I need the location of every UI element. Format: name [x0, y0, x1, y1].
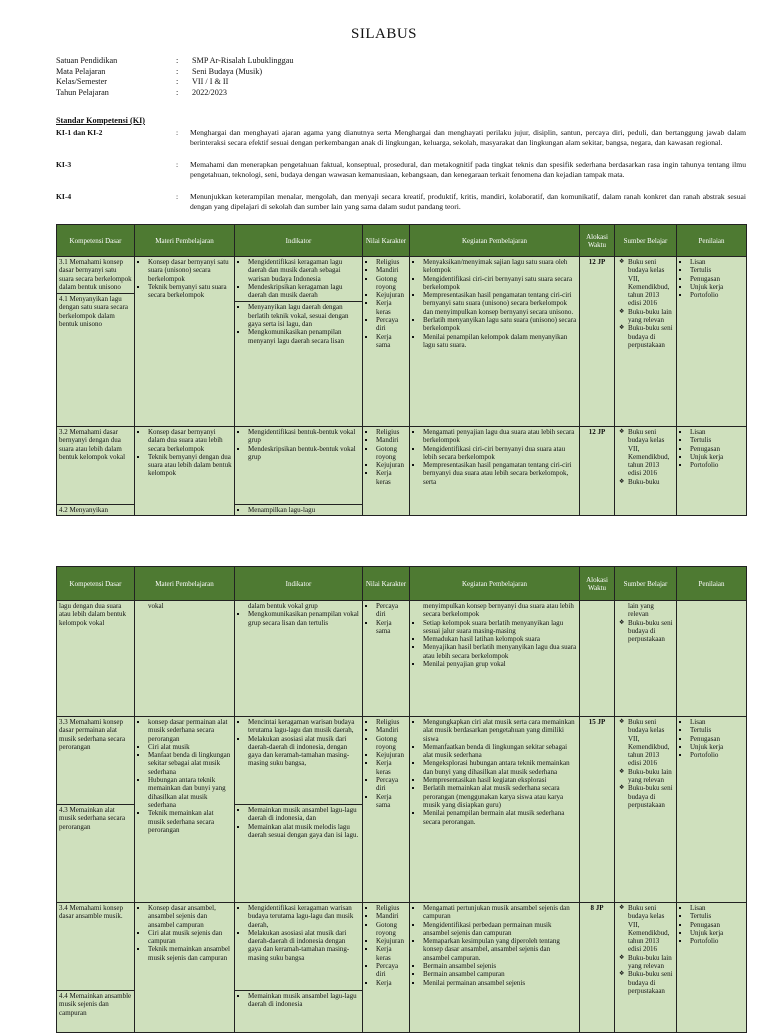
kegiatan-cell [410, 427, 580, 516]
list-item: ▪ Memadukan hasil latihan kelompok suara [423, 635, 577, 643]
materi-continued: vokal [148, 602, 164, 610]
list-item: ▪ Berlatih menyanyikan lagu satu suara (unisono) secara berkelompok [423, 316, 577, 333]
meta-value: VII / I & II [192, 77, 229, 87]
list-item: ❖ Buku seni budaya kelas VII, Kemendikbud, tahun 2013 edisi 2016 [628, 718, 674, 768]
list-item: ▪ Menilai penyajian grup vokal [423, 660, 577, 668]
list-item: ▪ Menilai permainan ansambel sejenis [423, 979, 577, 987]
penilaian-list [679, 904, 744, 945]
penilaian-cell [677, 601, 747, 717]
kegiatan-list [412, 904, 577, 987]
sumber-cell [615, 427, 677, 516]
header-kegiatan: Kegiatan Pembelajaran [410, 225, 580, 257]
list-item: ▪ Konsep dasar bernyanyi satu suara (unisono) secara berkelompok [148, 258, 232, 283]
divider [235, 504, 362, 505]
materi-cell [135, 717, 235, 903]
alokasi-cell: 8 JP [580, 903, 615, 1033]
penilaian-cell [677, 427, 747, 516]
ki-3-row [56, 160, 746, 179]
list-item: ▪ Melakukan asosiasi alat musik dari daerah-daerah di indonesia, dengan gaya dan keramah-tamahan masing-masing suku bangsa, [248, 735, 360, 768]
nilai-list [365, 258, 407, 349]
divider [57, 293, 134, 294]
materi-list [137, 258, 232, 299]
meta-value: SMP Ar-Risalah Lubuklinggau [192, 56, 294, 65]
list-item: ▪ Kerja sama [376, 619, 407, 636]
materi-cell [135, 601, 235, 717]
list-item: ▪ Menyanyikan lagu daerah dengan berlatih teknik vokal, sesuai dengan gaya serta isi lagu, dan [248, 303, 360, 328]
list-item: ▪ Kerja keras [376, 759, 407, 776]
sumber-cell [615, 257, 677, 427]
list-item: ▪ Unjuk kerja [690, 929, 744, 937]
alokasi-cell [580, 601, 615, 717]
header-kd: Kompetensi Dasar [57, 567, 135, 601]
list-item: ▪ Tertulis [690, 436, 744, 444]
meta-value: 2022/2023 [192, 87, 228, 97]
penilaian-cell [677, 903, 747, 1033]
list-item: ▪ Gotong royong [376, 735, 407, 752]
list-item: ❖ Buku-buku seni budaya di perpustakaan [628, 784, 674, 809]
header-nilai: Nilai Karakter [363, 225, 410, 257]
list-item: ▪ Kerja keras [376, 945, 407, 962]
syllabus-table-2 [56, 566, 747, 1033]
kd-4: 4.4 Memainkan ansamble musik sejenis dan campuran [59, 992, 132, 1017]
list-item: ❖ Buku-buku lain yang relevan [628, 954, 674, 971]
list-item: ▪ Memainkan musik ansambel lagu-lagu daerah di indonesia [248, 992, 360, 1009]
meta-colon: : [176, 56, 179, 65]
list-item: ▪ Mengamati penyajian lagu dua suara atau lebih secara berkelompok [423, 428, 577, 445]
list-item: ▪ Mengamati pertunjukan musik ansambel sejenis dan campuran [423, 904, 577, 921]
kd-cell [57, 717, 135, 903]
penilaian-list [679, 258, 744, 299]
indikator-list [237, 718, 360, 768]
list-item: ❖ Buku-buku seni budaya di perpustakaan [628, 619, 674, 644]
list-item: ▪ Menilai penampilan bermain alat musik sederhana secara perorangan. [423, 809, 577, 826]
identity-block [56, 56, 293, 98]
indikator-cell [235, 601, 363, 717]
meta-colon: : [176, 77, 179, 87]
list-item: ▪ Portofolio [690, 937, 744, 945]
indikator-top [237, 718, 360, 802]
ki-1-2-row [56, 128, 746, 147]
ki-colon: : [176, 128, 179, 137]
table-row [57, 257, 747, 427]
meta-colon: : [176, 66, 179, 76]
list-item: ▪ Lisan [690, 904, 744, 912]
list-item: ▪ Teknik memainkan ansambel musik sejenis dan campuran [148, 945, 232, 962]
list-item: ▪ Kejujuran [376, 291, 407, 299]
kegiatan-cell [410, 601, 580, 717]
list-item: ▪ Tertulis [690, 266, 744, 274]
meta-row [56, 67, 293, 78]
ki-key: KI-4 [56, 192, 72, 201]
list-item: ▪ Religius [376, 718, 407, 726]
list-item: ▪ Lisan [690, 718, 744, 726]
list-item: ▪ Lisan [690, 258, 744, 266]
materi-cell [135, 257, 235, 427]
kd-cell [57, 427, 135, 516]
header-materi: Materi Pembelajaran [135, 567, 235, 601]
list-item: ▪ Mandiri [376, 726, 407, 734]
list-item: ▪ Konsep dasar bernyanyi dalam dua suara atau lebih secara berkelompok [148, 428, 232, 453]
indikator-list [237, 992, 360, 1009]
list-item: ▪ Tertulis [690, 726, 744, 734]
divider [57, 804, 134, 805]
kd-3: 3.4 Memahami konsep dasar ansamble musik. [59, 904, 123, 921]
list-item: ▪ Kerja sama [376, 793, 407, 810]
ki-key: KI-1 dan KI-2 [56, 128, 103, 137]
divider [235, 804, 362, 805]
kegiatan-list [412, 718, 577, 826]
kd-4: 4.1 Menyanyikan lagu dengan satu suara secara berkelompok dalam bentuk unisono [59, 295, 128, 329]
list-item: ▪ Menampilkan lagu-lagu [248, 506, 360, 514]
header-alokasi: Alokasi Waktu [580, 567, 615, 601]
list-item: ▪ Mengidentifikasi keragaman lagu daerah dan musik daerah sebagai warisan budaya Indonesia [248, 258, 360, 283]
header-penilaian: Penilaian [677, 567, 747, 601]
indikator-top [237, 904, 360, 988]
list-item: ▪ Lisan [690, 428, 744, 436]
list-item: ▪ Kerja keras [376, 469, 407, 486]
list-item: ▪ Ciri alat musik [148, 743, 232, 751]
kegiatan-cell [410, 903, 580, 1033]
materi-list [137, 718, 232, 834]
indikator-list [237, 506, 360, 514]
list-item: ▪ Memainkan alat musik melodis lagu daerah sesuai dengan gaya dan isi lagu. [248, 823, 360, 840]
materi-cell [135, 903, 235, 1033]
penilaian-list [679, 428, 744, 469]
list-item: ▪ Penugasan [690, 445, 744, 453]
list-item: ▪ Percaya diri [376, 602, 407, 619]
list-item: ▪ Penugasan [690, 735, 744, 743]
meta-row [56, 56, 293, 67]
meta-value: Seni Budaya (Musik) [192, 66, 263, 76]
penilaian-cell [677, 257, 747, 427]
penilaian-list [679, 718, 744, 759]
divider [57, 504, 134, 505]
list-item: ❖ Buku seni budaya kelas VII, Kemendikbud, tahun 2013 edisi 2016 [628, 258, 674, 308]
meta-key: Mata Pelajaran [56, 66, 106, 76]
list-item: ▪ Kejujuran [376, 751, 407, 759]
nilai-list [365, 718, 407, 809]
penilaian-cell [677, 717, 747, 903]
ki-value: Menunjukkan keterampilan menalar, mengolah, dan menyaji secara kreatif, produktif, kritis, mandiri, kolaboratif, dan komunikatif, dalam ranah konkret dan ranah abstrak sesuai dengan yang dipelajari di sekolah dan sumber lain yang sama dalam sudut pandang teori. [190, 192, 746, 211]
indikator-cell [235, 257, 363, 427]
materi-list [137, 428, 232, 478]
list-item: ❖ Buku-buku lain yang relevan [628, 308, 674, 325]
list-item: ▪ Teknik bernyanyi dengan dua suara atau lebih dalam bentuk kelompok [148, 453, 232, 478]
list-item: ❖ Buku seni budaya kelas VII, Kemendikbud, tahun 2013 edisi 2016 [628, 428, 674, 478]
syllabus-table-1 [56, 224, 747, 516]
list-item: ▪ Memainkan musik ansambel lagu-lagu daerah di indonesia, dan [248, 806, 360, 823]
list-item: ▪ Hubungan antara teknik memainkan dan bunyi yang dihasilkan alat musik sederhana [148, 776, 232, 809]
header-sumber: Sumber Belajar [615, 225, 677, 257]
list-item: ▪ Konsep dasar ansambel, ansambel sejenis dan ansambel campuran [148, 904, 232, 929]
nilai-list [365, 904, 407, 987]
ki-4-row [56, 192, 746, 211]
indikator-list [237, 806, 360, 839]
ki-key: KI-3 [56, 160, 72, 169]
kd-3: 3.1 Memahami konsep dasar bernyanyi satu suara secara berkelompok dalam bentuk unisono [59, 258, 132, 291]
sumber-list [617, 718, 674, 809]
nilai-cell [363, 903, 410, 1033]
list-item: ▪ Mandiri [376, 436, 407, 444]
divider [235, 301, 362, 302]
ki-colon: : [176, 192, 179, 201]
indikator-list [237, 904, 360, 962]
sumber-list [617, 428, 674, 486]
list-item: ▪ Mencintai keragaman warisan budaya terutama lagu-lagu dan musik daerah, [248, 718, 360, 735]
divider [57, 990, 134, 991]
header-kegiatan: Kegiatan Pembelajaran [410, 567, 580, 601]
indikator-list [237, 258, 360, 299]
list-item: ▪ Mandiri [376, 266, 407, 274]
kd-cell [57, 903, 135, 1033]
sumber-list [617, 619, 674, 644]
kegiatan-cell [410, 257, 580, 427]
list-item: ❖ Buku seni budaya kelas VII, Kemendikbud, tahun 2013 edisi 2016 [628, 904, 674, 954]
list-item: ▪ Gotong royong [376, 921, 407, 938]
indikator-cell [235, 427, 363, 516]
ki-value: Menghargai dan menghayati ajaran agama yang dianutnya serta Menghargai dan menghayati perilaku jujur, disiplin, santun, percaya diri, peduli, dan bertanggung jawab dalam berinteraksi secara efektif sesuai dengan perkembangan anak di lingkungan, keluarga, sekolah, masyarakat dan lingkungan alam sekitar, bangsa, negara, dan kawasan regional. [190, 128, 746, 147]
list-item: ▪ Mengungkapkan ciri alat musik serta cara memainkan alat musik berdasarkan pengetahuan yang dimiliki siswa [423, 718, 577, 743]
list-item: ▪ Portofolio [690, 291, 744, 299]
list-item: ▪ Menyaksikan/menyimak sajian lagu satu suara oleh kelompok [423, 258, 577, 275]
meta-key: Satuan Pendidikan [56, 56, 118, 65]
nilai-cell [363, 427, 410, 516]
nilai-cell [363, 257, 410, 427]
list-item: ▪ Teknik memainkan alat musik sederhana secara perorangan [148, 809, 232, 834]
list-item: ▪ Menilai penampilan kelompok dalam menyanyikan lagu satu suara. [423, 333, 577, 350]
ki-heading: Standar Kompetensi (KI) [56, 116, 146, 125]
sumber-list [617, 904, 674, 995]
list-item: ❖ Buku-buku [628, 478, 674, 486]
list-item: ▪ Kejujuran [376, 461, 407, 469]
kegiatan-list [412, 428, 577, 486]
header-penilaian: Penilaian [677, 225, 747, 257]
list-item: ▪ Mengkomunikasikan penampilan menyanyi lagu daerah secara lisan [248, 328, 360, 345]
kd-cell [57, 257, 135, 427]
list-item: ▪ Melakukan asosiasi alat musik dari daerah-daerah di indonesia dengan gaya dan keramah-tamahan masing-masing suku bangsa [248, 929, 360, 962]
kegiatan-list [412, 619, 577, 669]
list-item: ▪ Ciri alat musik sejenis dan campuran [148, 929, 232, 946]
list-item: ▪ Percaya diri [376, 962, 407, 979]
nilai-cell [363, 601, 410, 717]
list-item: ▪ Mempresentasikan hasil pengamatan tentang ciri-ciri bernyanyi dua suara atau lebih secara berkelompok, serta [423, 461, 577, 486]
indikator-list [237, 428, 360, 461]
kd-3: 3.2 Memahami dasar bernyanyi dengan dua suara atau lebih dalam bentuk kelompok vokal [59, 428, 126, 461]
meta-colon: : [176, 87, 179, 97]
list-item: ▪ Portofolio [690, 751, 744, 759]
list-item: ▪ Memaparkan kesimpulan yang diperoleh tentang konsep dasar ansambel, ansambel sejenis dan ansambel campuran. [423, 937, 577, 962]
kd-4: 4.2 Menyanyikan [59, 506, 108, 514]
table-row [57, 601, 747, 717]
list-item: ▪ Kejujuran [376, 937, 407, 945]
list-item: ▪ Portofolio [690, 461, 744, 469]
meta-key: Tahun Pelajaran [56, 87, 109, 97]
materi-cell [135, 427, 235, 516]
indikator-cell [235, 903, 363, 1033]
list-item: ▪ Menyajikan hasil berlatih menyanyikan lagu dua suara atau lebih secara berkelompok [423, 643, 577, 660]
list-item: ▪ Mengidentifikasi perbedaan permainan musik ansambel sejenis dan campuran [423, 921, 577, 938]
header-materi: Materi Pembelajaran [135, 225, 235, 257]
list-item: ▪ Religius [376, 258, 407, 266]
kegiatan-list [412, 258, 577, 349]
list-item: ▪ Kerja [376, 979, 407, 987]
list-item: ▪ Mengidentifikasi ciri-ciri bernyanyi satu suara secara berkelompok [423, 275, 577, 292]
sumber-list [617, 258, 674, 349]
list-item: ▪ Gotong royong [376, 445, 407, 462]
list-item: ▪ konsep dasar permainan alat musik sederhana secara perorangan [148, 718, 232, 743]
sumber-cell [615, 601, 677, 717]
list-item: ▪ Mengeksplorasi hubungan antara teknik memainkan dan bunyi yang dihasilkan alat musik sederhana [423, 759, 577, 776]
list-item: ▪ Religius [376, 428, 407, 436]
alokasi-cell: 12 JP [580, 257, 615, 427]
list-item: ❖ Buku-buku lain yang relevan [628, 768, 674, 785]
list-item: ❖ Buku-buku seni budaya di perpustakaan [628, 970, 674, 995]
ki-colon: : [176, 160, 179, 169]
list-item: ▪ Manfaat benda di lingkungan sekitar sebagai alat musik sederhana [148, 751, 232, 776]
divider [235, 990, 362, 991]
list-item: ▪ Mendeskripsikan bentuk-bentuk vokal grup [248, 445, 360, 462]
header-indikator: Indikator [235, 567, 363, 601]
indikator-list [237, 303, 360, 344]
table-row [57, 427, 747, 516]
list-item: ▪ Tertulis [690, 912, 744, 920]
meta-key: Kelas/Semester [56, 77, 107, 87]
list-item: ▪ Teknik bernyanyi satu suara secara berkelompok [148, 283, 232, 300]
list-item: ▪ Penugasan [690, 921, 744, 929]
meta-row [56, 88, 293, 99]
nilai-cell [363, 717, 410, 903]
list-item: ▪ Mengidentifikasi keragaman warisan budaya terutama lagu-lagu dan musik daerah, [248, 904, 360, 929]
list-item: ▪ Kerja keras [376, 299, 407, 316]
list-item: ▪ Unjuk kerja [690, 453, 744, 461]
list-item: ▪ Bermain ansambel sejenis [423, 962, 577, 970]
list-item: ▪ Unjuk kerja [690, 283, 744, 291]
indikator-top [237, 428, 360, 502]
table-row [57, 903, 747, 1033]
sumber-cell [615, 903, 677, 1033]
list-item: ▪ Bermain ansambel campuran [423, 970, 577, 978]
list-item: ▪ Percaya diri [376, 316, 407, 333]
list-item: ▪ Unjuk kerja [690, 743, 744, 751]
list-item: ▪ Religius [376, 904, 407, 912]
materi-list [137, 904, 232, 962]
indikator-list [237, 610, 360, 627]
list-item: ▪ Memanfaatkan benda di lingkungan sekitar sebagai alat musik sederhana [423, 743, 577, 760]
table-row [57, 717, 747, 903]
indikator-cell [235, 717, 363, 903]
list-item: ▪ Mempresentasikan hasil kegiatan eksplorasi [423, 776, 577, 784]
nilai-list [365, 602, 407, 635]
alokasi-cell: 15 JP [580, 717, 615, 903]
kegiatan-cell [410, 717, 580, 903]
ki-value: Memahami dan menerapkan pengetahuan faktual, konseptual, prosedural, dan metakognitif pada tingkat teknis dan spesifik sederhana berdasarkan rasa ingin tahunya tentang ilmu pengetahuan, teknologi, seni, budaya dengan wawasan kemanusiaan, kebangsaan, dan kenegaraan terkait fenomena dan kejadian tampak mata. [190, 160, 746, 179]
header-sumber: Sumber Belajar [615, 567, 677, 601]
list-item: ▪ Setiap kelompok suara berlatih menyanyikan lagu sesuai jalur suara masing-masing [423, 619, 577, 636]
list-item: ▪ Mendeskripsikan keragaman lagu daerah dan musik daerah [248, 283, 360, 300]
header-kd: Kompetensi Dasar [57, 225, 135, 257]
sumber-continued: lain yang relevan [628, 602, 654, 619]
list-item: ▪ Mempresentasikan hasil pengamatan tentang ciri-ciri bernyanyi satu suara (unisono) secara berkelompok dan menyimpulkan konsep bernyanyi secara unisono. [423, 291, 577, 316]
kegiatan-continued: menyimpulkan konsep bernyanyi dua suara atau lebih secara berkelompok [423, 602, 574, 619]
nilai-list [365, 428, 407, 486]
document-title: SILABUS [350, 26, 417, 42]
kd-cell: lagu dengan dua suara atau lebih dalam bentuk kelompok vokal [57, 601, 135, 717]
kd-4: 4.3 Memainkan alat musik sederhana secara perorangan [59, 806, 126, 831]
list-item: ▪ Berlatih memainkan alat musik sederhana secara perorangan (menggunakan karya siswa atau karya musik yang disiapkan guru) [423, 784, 577, 809]
sumber-cell [615, 717, 677, 903]
list-item: ▪ Kerja sama [376, 333, 407, 350]
list-item: ▪ Mandiri [376, 912, 407, 920]
header-nilai: Nilai Karakter [363, 567, 410, 601]
list-item: ▪ Mengidentifikasi bentuk-bentuk vokal grup [248, 428, 360, 445]
table-header-row [57, 567, 747, 601]
header-alokasi: Alokasi Waktu [580, 225, 615, 257]
header-indikator: Indikator [235, 225, 363, 257]
alokasi-cell: 12 JP [580, 427, 615, 516]
meta-row [56, 77, 293, 88]
table-header-row [57, 225, 747, 257]
list-item: ❖ Buku-buku seni budaya di perpustakaan [628, 324, 674, 349]
list-item: ▪ Mengidentifikasi ciri-ciri bernyanyi dua suara atau lebih secara berkelompok [423, 445, 577, 462]
list-item: ▪ Percaya diri [376, 776, 407, 793]
kd-3: 3.3 Memahami konsep dasar permainan alat musik sederhana secara perorangan [59, 718, 126, 751]
list-item: ▪ Mengkomunikasikan penampilan vokal grup secara lisan dan tertulis [248, 610, 360, 627]
list-item: ▪ Penugasan [690, 275, 744, 283]
list-item: ▪ Gotong royong [376, 275, 407, 292]
indikator-continued: dalam bentuk vokal grup [248, 602, 318, 610]
